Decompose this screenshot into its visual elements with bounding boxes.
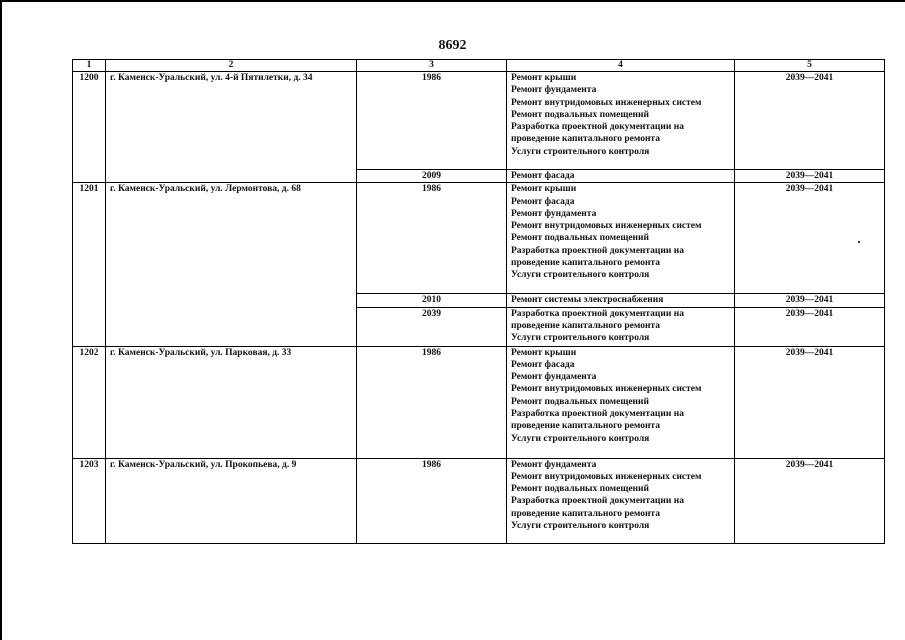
header-col-5: 5	[735, 60, 885, 72]
table-body	[73, 72, 885, 544]
building-address: г. Каменск-Уральский, ул. Прокопьева, д. 9	[106, 458, 357, 543]
table-row	[73, 183, 885, 294]
work-item: Услуги строительного контроля	[511, 333, 650, 344]
works-cell	[507, 72, 735, 170]
work-item: Ремонт крыши	[511, 347, 577, 358]
header-col-1: 1	[73, 60, 106, 72]
work-item: Услуги строительного контроля	[511, 270, 650, 281]
work-item: проведение капитального ремонта	[511, 258, 660, 269]
page-number: 8692	[438, 38, 467, 53]
period-cell: 2039—2041	[735, 307, 885, 346]
year-cell: 1986	[357, 458, 507, 543]
work-item: проведение капитального ремонта	[511, 320, 660, 331]
work-item: Ремонт фундамента	[511, 85, 597, 96]
work-item: Ремонт фасада	[511, 359, 575, 370]
work-item: Ремонт фундамента	[511, 459, 597, 470]
header-col-3: 3	[357, 60, 507, 72]
work-item: Ремонт внутридомовых инженерных систем	[511, 97, 702, 108]
year-cell: 1986	[357, 346, 507, 458]
work-item: Разработка проектной документации на	[511, 122, 684, 133]
work-item: Разработка проектной документации на	[511, 308, 684, 319]
work-item: Разработка проектной документации на	[511, 409, 684, 420]
period-cell: 2039—2041	[735, 183, 885, 294]
work-item: проведение капитального ремонта	[511, 508, 660, 519]
works-cell	[507, 307, 735, 346]
works-cell	[507, 170, 735, 183]
scan-speck	[858, 241, 860, 243]
works-cell	[507, 346, 735, 458]
work-item: Ремонт внутридомовых инженерных систем	[511, 384, 702, 395]
year-cell: 2039	[357, 307, 507, 346]
work-item: проведение капитального ремонта	[511, 421, 660, 432]
work-item: Ремонт крыши	[511, 184, 577, 195]
work-item: Ремонт фундамента	[511, 208, 597, 219]
table-row	[73, 346, 885, 458]
year-cell: 2010	[357, 294, 507, 307]
period-cell: 2039—2041	[735, 170, 885, 183]
work-item: Ремонт крыши	[511, 73, 577, 83]
row-number: 1202	[73, 346, 106, 458]
table-row	[73, 458, 885, 543]
year-cell: 2009	[357, 170, 507, 183]
header-col-4: 4	[507, 60, 735, 72]
period-cell: 2039—2041	[735, 458, 885, 543]
row-number: 1203	[73, 458, 106, 543]
period-cell: 2039—2041	[735, 346, 885, 458]
building-address: г. Каменск-Уральский, ул. Парковая, д. 33	[106, 346, 357, 458]
period-cell: 2039—2041	[735, 294, 885, 307]
work-item: Ремонт системы электроснабжения	[511, 295, 664, 306]
work-item: Ремонт подвальных помещений	[511, 233, 649, 244]
row-number: 1201	[73, 183, 106, 346]
header-col-2: 2	[106, 60, 357, 72]
year-cell: 1986	[357, 183, 507, 294]
work-item: Разработка проектной документации на	[511, 245, 684, 256]
work-item: Ремонт фасада	[511, 171, 575, 181]
building-address: г. Каменск-Уральский, ул. Лермонтова, д. 68	[106, 183, 357, 346]
work-item: Разработка проектной документации на	[511, 496, 684, 507]
works-cell	[507, 183, 735, 294]
work-item: Ремонт фундамента	[511, 372, 597, 383]
year-cell: 1986	[357, 72, 507, 170]
work-item: Ремонт внутридомовых инженерных систем	[511, 471, 702, 482]
works-cell	[507, 294, 735, 307]
work-item: Ремонт подвальных помещений	[511, 484, 649, 495]
work-item: Ремонт подвальных помещений	[511, 109, 649, 120]
row-number: 1200	[73, 72, 106, 183]
work-item: Ремонт подвальных помещений	[511, 396, 649, 407]
table-row	[73, 72, 885, 170]
building-address: г. Каменск-Уральский, ул. 4-й Пятилетки, д. 34	[106, 72, 357, 183]
work-item: проведение капитального ремонта	[511, 134, 660, 145]
work-item: Услуги строительного контроля	[511, 146, 650, 157]
capital-repair-table	[72, 59, 885, 544]
work-item: Ремонт внутридомовых инженерных систем	[511, 221, 702, 232]
header-row	[73, 60, 885, 72]
work-item: Ремонт фасада	[511, 196, 575, 207]
work-item: Услуги строительного контроля	[511, 521, 650, 532]
period-cell: 2039—2041	[735, 72, 885, 170]
work-item: Услуги строительного контроля	[511, 433, 650, 444]
works-cell	[507, 458, 735, 543]
